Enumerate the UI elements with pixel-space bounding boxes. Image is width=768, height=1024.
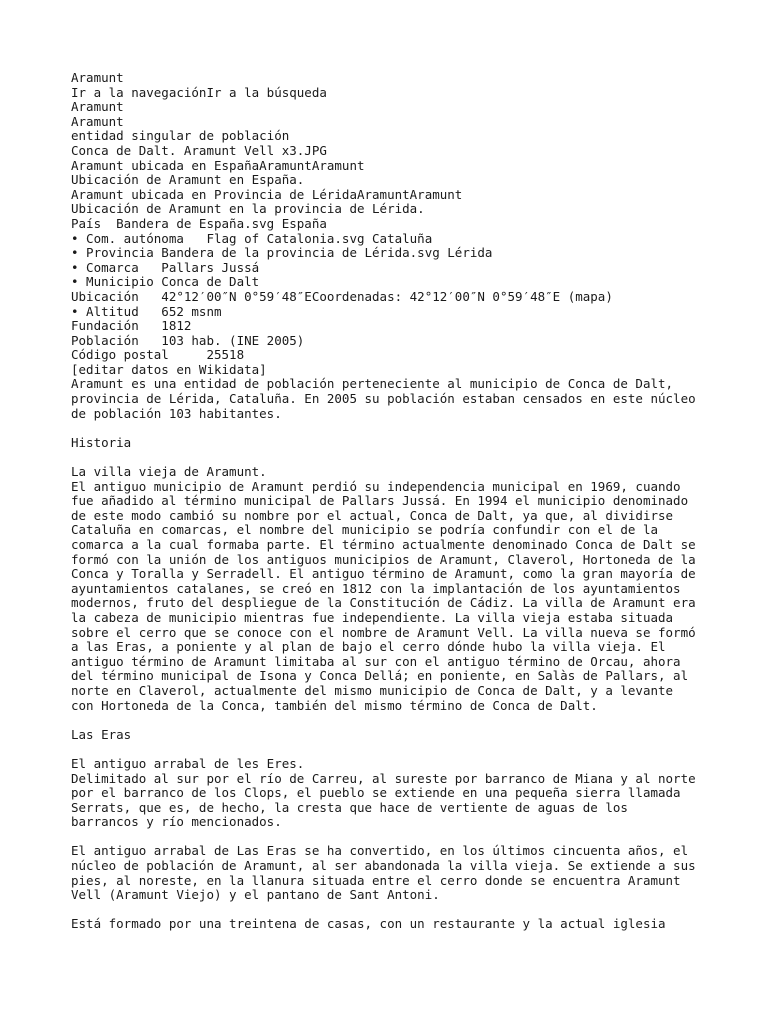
eras-line: Serrats, que es, de hecho, la cresta que hace de vertiente de aguas de los [71,799,628,815]
spacer [71,903,711,918]
spacer [71,830,711,845]
map-spain-label: Aramunt ubicada en EspañaAramuntAramunt [71,157,365,173]
spacer [71,713,711,728]
section-heading-las-eras: Las Eras [71,726,132,742]
document-title: Aramunt [71,70,124,85]
section-heading-historia: Historia [71,434,132,450]
historia-line: sobre el cerro que se conoce con el nombre de Aramunt Vell. La villa nueva se formó [71,624,696,640]
eras-line: núcleo de población de Aramunt, al ser abandonada la villa vieja. Se extiende a sus [71,858,696,874]
historia-line: fue añadido al término municipal de Pallars Jussá. En 1994 el municipio denominado [71,493,689,509]
historia-line: Cataluña en comarcas, el nombre del municipio se podría confundir con el de la [71,522,658,538]
infobox-row-ubicacion: Ubicación 42°12′00″N 0°59′48″ECoordenadas: 42°12′00″N 0°59′48″E (mapa) [71,288,613,304]
historia-line: ayuntamientos catalanes, se creó en 1812 con la implantación de los ayuntamientos [71,580,681,596]
historia-line: la cabeza de municipio mientras fue independiente. La villa vieja estaba situada [71,609,674,625]
image-caption: Conca de Dalt. Aramunt Vell x3.JPG [71,142,327,158]
intro-line: Aramunt es una entidad de población perteneciente al municipio de Conca de Dalt, [71,376,674,392]
spacer [71,421,711,436]
historia-line: antiguo término de Aramunt limitaba al sur con el antiguo término de Orcau, ahora [71,653,681,669]
infobox-row-provincia: • Provincia Bandera de la provincia de Lérida.svg Lérida [71,245,493,261]
intro-line: de población 103 habitantes. [71,405,282,421]
page-subheading: Aramunt [71,113,124,129]
infobox-row-poblacion: Población 103 hab. (INE 2005) [71,332,305,348]
historia-line: con Hortoneda de la Conca, también del mismo término de Conca de Dalt. [71,697,598,713]
historia-line: del término municipal de Isona y Conca Dellá; en poniente, en Salàs de Pallars, al [71,668,689,684]
infobox-row-comarca: • Comarca Pallars Jussá [71,259,260,275]
map-spain-caption: Ubicación de Aramunt en España. [71,172,305,188]
nav-links[interactable]: Ir a la navegaciónIr a la búsqueda [71,84,327,100]
eras-line: Vell (Aramunt Viejo) y el pantano de Sant Antoni. [71,887,440,903]
historia-image-caption: La villa vieja de Aramunt. [71,464,267,480]
historia-line: comarca a la cual formaba parte. El término actualmente denominado Conca de Dalt se [71,537,696,552]
historia-line: a las Eras, a poniente y al plan de bajo el cerro dónde hubo la villa vieja. El [71,639,666,655]
eras-line: pies, al noreste, en la llanura situada entre el cerro donde se encuentra Aramunt [71,872,681,888]
historia-line: Conca y Toralla y Serradell. El antiguo término de Aramunt, como la gran mayoría de [71,566,696,582]
entity-type: entidad singular de población [71,128,290,144]
spacer [71,742,711,757]
intro-line: provincia de Lérida, Cataluña. En 2005 su población estaban censados en este núcleo [71,391,696,407]
spacer [71,450,711,465]
historia-line: norte en Claverol, actualmente del mismo municipio de Conca de Dalt, y a levante [71,682,674,698]
historia-line: formó con la unión de los antiguos municipios de Aramunt, Claverol, Hortoneda de la [71,551,696,567]
eras-line: por el barranco de los Clops, el pueblo se extiende en una pequeña sierra llamada [71,785,681,801]
infobox-row-altitud: • Altitud 652 msnm [71,303,222,319]
infobox-row-comunidad: • Com. autónoma Flag of Catalonia.svg Cataluña [71,230,433,246]
historia-line: El antiguo municipio de Aramunt perdió su independencia municipal en 1969, cuando [71,478,681,494]
page-heading: Aramunt [71,99,124,115]
document-page [71,71,711,932]
edit-wikidata-link[interactable]: [editar datos en Wikidata] [71,361,267,377]
infobox-row-fundacion: Fundación 1812 [71,318,192,334]
infobox-row-municipio: • Municipio Conca de Dalt [71,274,260,290]
map-province-label: Aramunt ubicada en Provincia de LéridaAramuntAramunt [71,186,463,202]
eras-line: Está formado por una treintena de casas, con un restaurante y la actual iglesia [71,916,666,932]
eras-line: Delimitado al sur por el río de Carreu, al sureste por barranco de Miana y al norte [71,770,696,786]
eras-image-caption: El antiguo arrabal de les Eres. [71,755,305,771]
map-province-caption: Ubicación de Aramunt en la provincia de Lérida. [71,201,425,217]
historia-line: modernos, fruto del despliegue de la Constitución de Cádiz. La villa de Aramunt era [71,595,696,611]
infobox-row-codigo-postal: Código postal 25518 [71,347,245,363]
historia-line: de este modo cambió su nombre por el actual, Conca de Dalt, ya que, al dividirse [71,507,674,523]
eras-line: barrancos y río mencionados. [71,814,282,830]
eras-line: El antiguo arrabal de Las Eras se ha convertido, en los últimos cincuenta años, el [71,843,689,859]
infobox-row-pais: País Bandera de España.svg España [71,215,327,231]
